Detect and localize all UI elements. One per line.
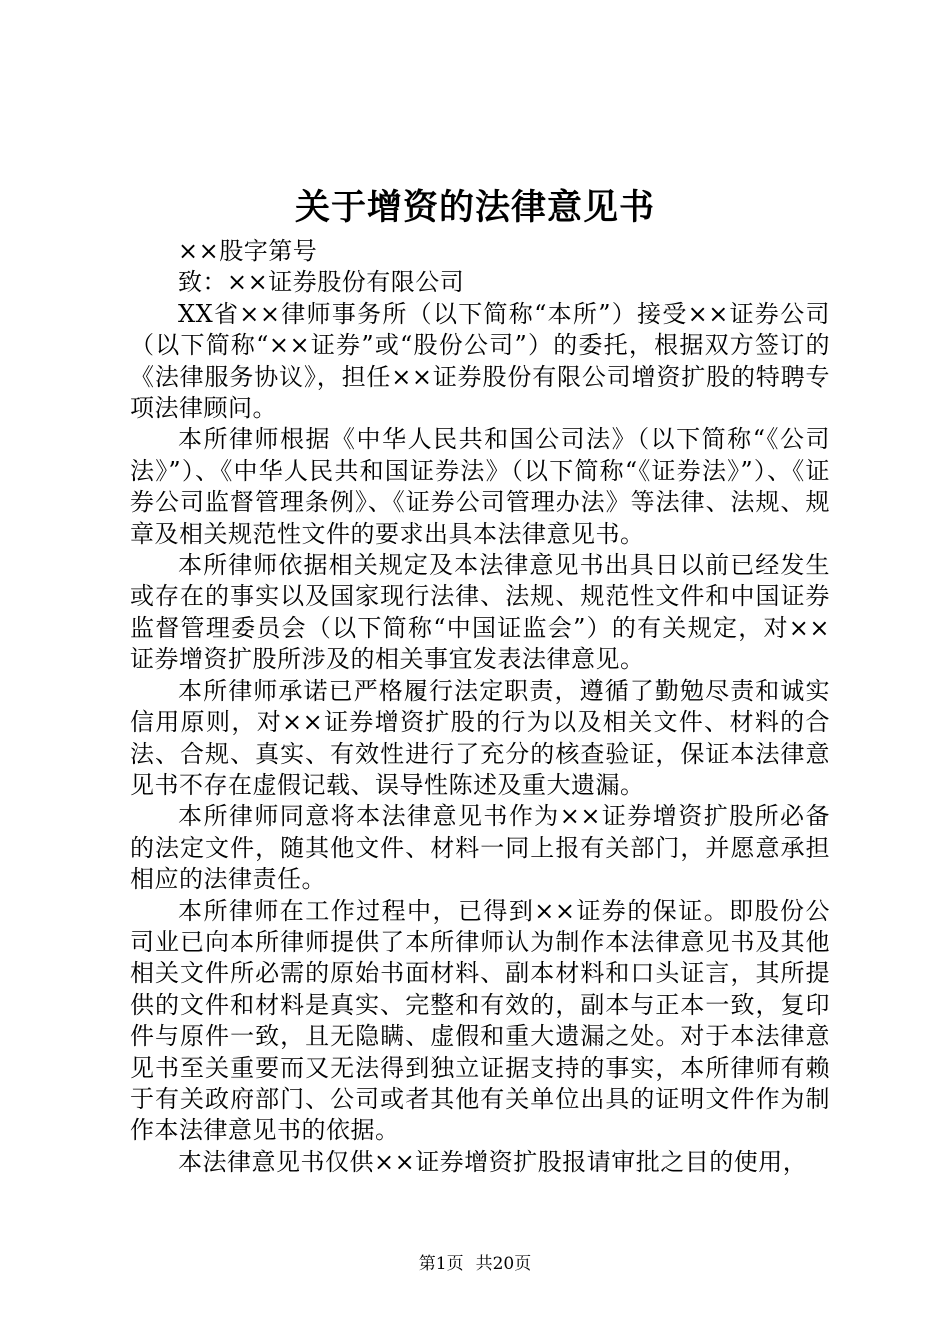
document-body	[130, 236, 830, 1178]
page-number: 第1页	[418, 1254, 464, 1274]
body-paragraph: XX省××律师事务所（以下简称“本所”）接受××证券公司（以下简称“××证券”或“股份公司”）的委托，根据双方签订的《法律服务协议》，担任××证券股份有限公司增资扩股的特聘专项法律顾问。	[130, 299, 830, 423]
body-paragraph: 本所律师依据相关规定及本法律意见书出具日以前已经发生或存在的事实以及国家现行法律、法规、规范性文件和中国证券监督管理委员会（以下简称“中国证监会”）的有关规定，对××证券增资扩股所涉及的相关事宜发表法律意见。	[130, 551, 830, 674]
body-paragraph: 本所律师同意将本法律意见书作为××证券增资扩股所必备的法定文件，随其他文件、材料一同上报有关部门，并愿意承担相应的法律责任。	[130, 802, 830, 894]
body-paragraph: 本所律师根据《中华人民共和国公司法》（以下简称“《公司法》”）、《中华人民共和国证券法》（以下简称“《证券法》”）、《证券公司监督管理条例》、《证券公司管理办法》等法律、法规、规章及相关规范性文件的要求出具本法律意见书。	[130, 425, 830, 548]
page-total: 共20页	[475, 1254, 532, 1274]
page-footer	[0, 1252, 950, 1276]
addressee-line: 致：××证券股份有限公司	[178, 268, 465, 297]
body-paragraph: 本法律意见书仅供××证券增资扩股报请审批之目的使用，	[178, 1147, 808, 1176]
reference-number: ××股字第号	[178, 237, 318, 265]
body-paragraph: 本所律师承诺已严格履行法定职责，遵循了勤勉尽责和诚实信用原则，对××证券增资扩股的行为以及相关文件、材料的合法、合规、真实、有效性进行了充分的核查验证，保证本法律意见书不存在虚假记载、误导性陈述及重大遗漏。	[130, 676, 830, 799]
body-paragraph: 本所律师在工作过程中，已得到××证券的保证。即股份公司业已向本所律师提供了本所律师认为制作本法律意见书及其他相关文件所必需的原始书面材料、副本材料和口头证言，其所提供的文件和材料是真实、完整和有效的，副本与正本一致，复印件与原件一致，且无隐瞒、虚假和重大遗漏之处。对于本法律意见书至关重要而又无法得到独立证据支持的事实，本所律师有赖于有关政府部门、公司或者其他有关单位出具的证明文件作为制作本法律意见书的依据。	[130, 896, 830, 1145]
document-title: 关于增资的法律意见书	[294, 187, 655, 228]
